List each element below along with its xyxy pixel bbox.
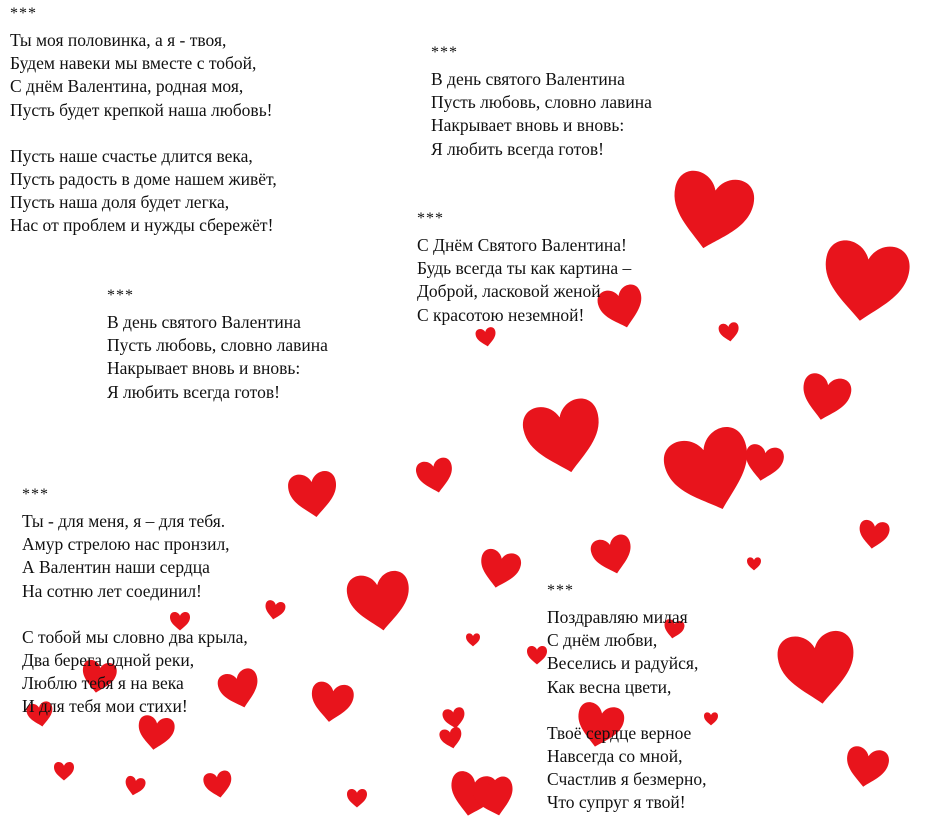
poem-line: В день святого Валентина (107, 312, 301, 332)
poem-line: Пусть радость в доме нашем живёт, (10, 169, 277, 190)
poem-line: Пусть наше счастье длится века, (10, 145, 253, 166)
stanza (547, 722, 707, 815)
poem-line: А Валентин наши сердца (22, 557, 210, 578)
poem-line: Амур стрелою нас пронзил, (22, 534, 230, 555)
poem-line: Твоё сердце верное (547, 722, 692, 743)
heart-icon (718, 322, 740, 343)
heart-icon (520, 395, 609, 480)
heart-icon (345, 569, 414, 635)
poem-line: В день святого Валентина (431, 69, 625, 89)
heart-icon (857, 519, 891, 551)
poem-line: Нас от проблем и нужды сбережёт! (10, 215, 274, 236)
poem-stars: *** (107, 287, 134, 304)
stanza (431, 68, 652, 161)
poem-line: Я любить всегда готов! (431, 138, 604, 159)
poem-line: Пусть любовь, словно лавина (107, 335, 328, 356)
poem-line: Счастлив я безмерно, (547, 769, 707, 790)
poem-stars: *** (547, 582, 574, 599)
heart-icon (818, 238, 912, 327)
poem-stars: *** (22, 486, 49, 503)
poem-line: Поздравляю милая (547, 607, 688, 627)
heart-icon (202, 770, 234, 800)
poem-line: Ты - для меня, я – для тебя. (22, 511, 226, 531)
poem-line: Что супруг я твой! (547, 792, 686, 813)
poem-line: Будь всегда ты как картина – (417, 258, 632, 279)
poem-3 (417, 210, 631, 327)
stanza (22, 626, 248, 719)
poem-line: С тобой мы словно два крыла, (22, 626, 248, 647)
stanza (107, 311, 328, 404)
heart-icon (742, 443, 786, 484)
poem-4 (107, 287, 328, 404)
poem-stars: *** (10, 5, 37, 22)
poem-line: На сотню лет соединил! (22, 580, 202, 601)
heart-icon (589, 533, 637, 579)
stanza (547, 606, 707, 699)
poem-line: И для тебя мои стихи! (22, 696, 188, 717)
poem-line: С красотою неземной! (417, 304, 585, 325)
heart-icon (527, 646, 547, 665)
poem-2 (431, 44, 652, 161)
poem-line: Накрывает вновь и вновь: (431, 115, 625, 136)
heart-icon (54, 762, 74, 781)
heart-icon (347, 789, 367, 808)
stanza (22, 510, 248, 603)
heart-icon (659, 422, 763, 522)
heart-icon (136, 714, 176, 752)
poem-line: Навсегда со мной, (547, 746, 683, 767)
poem-line: С днём любви, (547, 630, 658, 651)
poem-5 (22, 486, 248, 719)
poem-line: Два берега одной реки, (22, 650, 195, 671)
heart-icon (842, 745, 890, 791)
stanza (417, 234, 631, 327)
heart-icon (123, 775, 146, 797)
poem-line: Ты моя половинка, а я - твоя, (10, 30, 227, 50)
poem-stars: *** (417, 210, 444, 227)
heart-icon (475, 326, 498, 348)
poem-line: Будем навеки мы вместе с тобой, (10, 53, 257, 74)
heart-icon (414, 456, 456, 496)
heart-icon (775, 629, 860, 709)
stanza (10, 29, 277, 122)
heart-icon (747, 557, 761, 570)
heart-icon (442, 706, 467, 730)
poem-line: Я любить всегда готов! (107, 381, 280, 402)
poem-line: Накрывает вновь и вновь: (107, 358, 301, 379)
heart-icon (797, 371, 853, 424)
stanza (10, 145, 277, 238)
heart-icon (438, 726, 464, 751)
poem-line: С днём Валентина, родная моя, (10, 76, 244, 97)
heart-icon (476, 547, 523, 592)
heart-icon (466, 633, 480, 646)
poem-line: Пусть наша доля будет легка, (10, 192, 230, 213)
poem-line: Пусть будет крепкой наша любовь! (10, 99, 273, 120)
poem-line: Люблю тебя я на века (22, 673, 184, 694)
heart-icon (308, 680, 355, 724)
poem-line: Как весна цвети, (547, 676, 672, 697)
poem-line: Пусть любовь, словно лавина (431, 92, 652, 113)
poem-stars: *** (431, 44, 458, 61)
poem-line: С Днём Святого Валентина! (417, 235, 627, 255)
heart-icon (664, 167, 758, 256)
poem-6 (547, 582, 707, 815)
heart-icon (263, 599, 286, 621)
poem-1 (10, 5, 277, 238)
heart-icon (287, 470, 341, 521)
poem-line: Веселись и радуйся, (547, 653, 699, 674)
poem-line: Доброй, ласковой женой (417, 281, 601, 302)
